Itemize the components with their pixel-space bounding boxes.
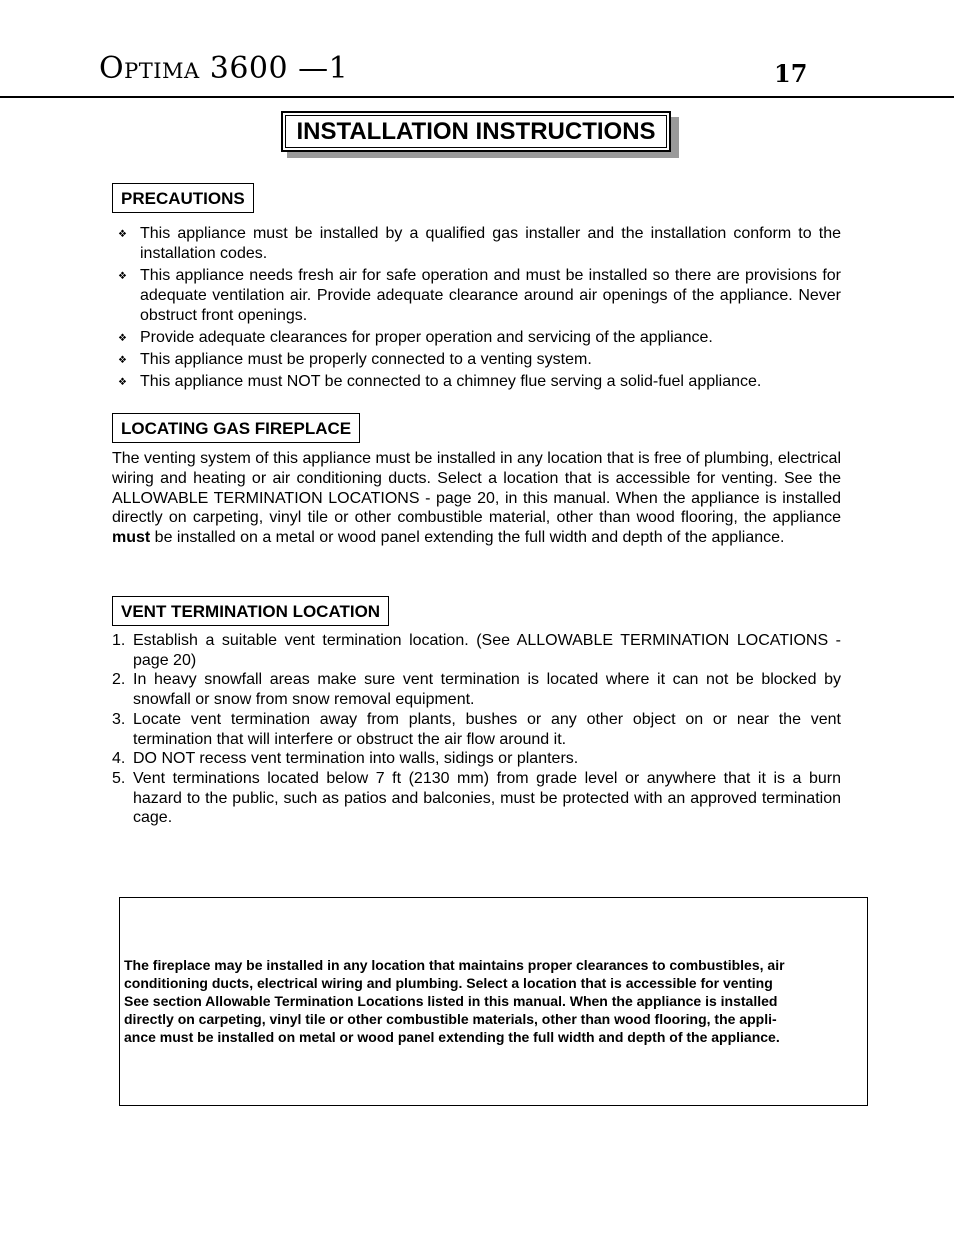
- main-title-box: [281, 111, 671, 152]
- locating-heading: LOCATING GAS FIREPLACE: [112, 413, 360, 443]
- list-item: ❖ Provide adequate clearances for proper operation and servicing of the appliance.: [116, 328, 841, 348]
- list-item: ❖ This appliance must be installed by a qualified gas installer and the installation conform to the installation codes.: [118, 225, 841, 262]
- list-item: ❖ This appliance must NOT be connected to a chimney flue serving a solid-fuel appliance.: [116, 372, 841, 392]
- list-item: 5. Vent terminations located below 7 ft (2130 mm) from grade level or anywhere that it is a burn hazard to the public, such as patios and balconies, must be protected with an approved termination cage.: [112, 769, 841, 827]
- diamond-bullet-icon: ❖: [118, 355, 127, 366]
- list-item: 3. Locate vent termination away from plants, bushes or any other object on or near the vent termination that will interfere or obstruct the air flow around it.: [112, 710, 841, 748]
- diamond-bullet-icon: ❖: [118, 229, 127, 240]
- list-item: ❖ This appliance must be properly connected to a venting system.: [116, 350, 841, 370]
- list-item: 4. DO NOT recess vent termination into walls, sidings or planters.: [112, 750, 579, 768]
- notice-text: The fireplace may be installed in any location that maintains proper clearances to combustibles, air conditioning ducts, electrical wiring and plumbing. Select a location that is accessible for venting See section Allowable Termination Locations listed in this manual. When the appliance is installed directly on carpeting, vinyl tile or other combustible materials, other than wood flooring, the appli- ance must be installed on metal or wood panel extending the full width and depth of the appliance.: [124, 957, 785, 1045]
- diamond-bullet-icon: ❖: [118, 333, 127, 344]
- list-item: ❖ This appliance needs fresh air for safe operation and must be installed so there are provisions for adequate ventilation air. Provide adequate clearance around air openings of the appliance. Never obstruct front openings.: [118, 267, 841, 324]
- vent-termination-list: [112, 631, 841, 828]
- header-divider: [0, 96, 954, 98]
- list-item: 1. Establish a suitable vent termination location. (See ALLOWABLE TERMINATION LOCATIONS - page 20): [112, 632, 841, 669]
- diamond-bullet-icon: ❖: [118, 271, 127, 282]
- vent-termination-heading: VENT TERMINATION LOCATION: [112, 596, 389, 626]
- page-number: 17: [774, 59, 808, 88]
- document-title: Optima 3600 —1: [99, 51, 349, 86]
- precautions-list: [116, 224, 841, 394]
- diamond-bullet-icon: ❖: [118, 377, 127, 388]
- list-item: 2. In heavy snowfall areas make sure vent termination is located where it can not be blocked by snowfall or snow from snow removal equipment.: [112, 671, 841, 709]
- precautions-heading: PRECAUTIONS: [112, 183, 254, 213]
- locating-paragraph: The venting system of this appliance must be installed in any location that is free of plumbing, electrical wiring and heating or air conditioning ducts. Select a location that is accessible for venting. See the ALLOWABLE TERMINATION LOCATIONS - page 20, in this manual. When the appliance is installed directly on carpeting, vinyl tile or other combustible material, other than wood flooring, the appliance must be installed on a metal or wood panel extending the full width and depth of the appliance.: [112, 450, 841, 547]
- main-title: INSTALLATION INSTRUCTIONS: [285, 115, 667, 148]
